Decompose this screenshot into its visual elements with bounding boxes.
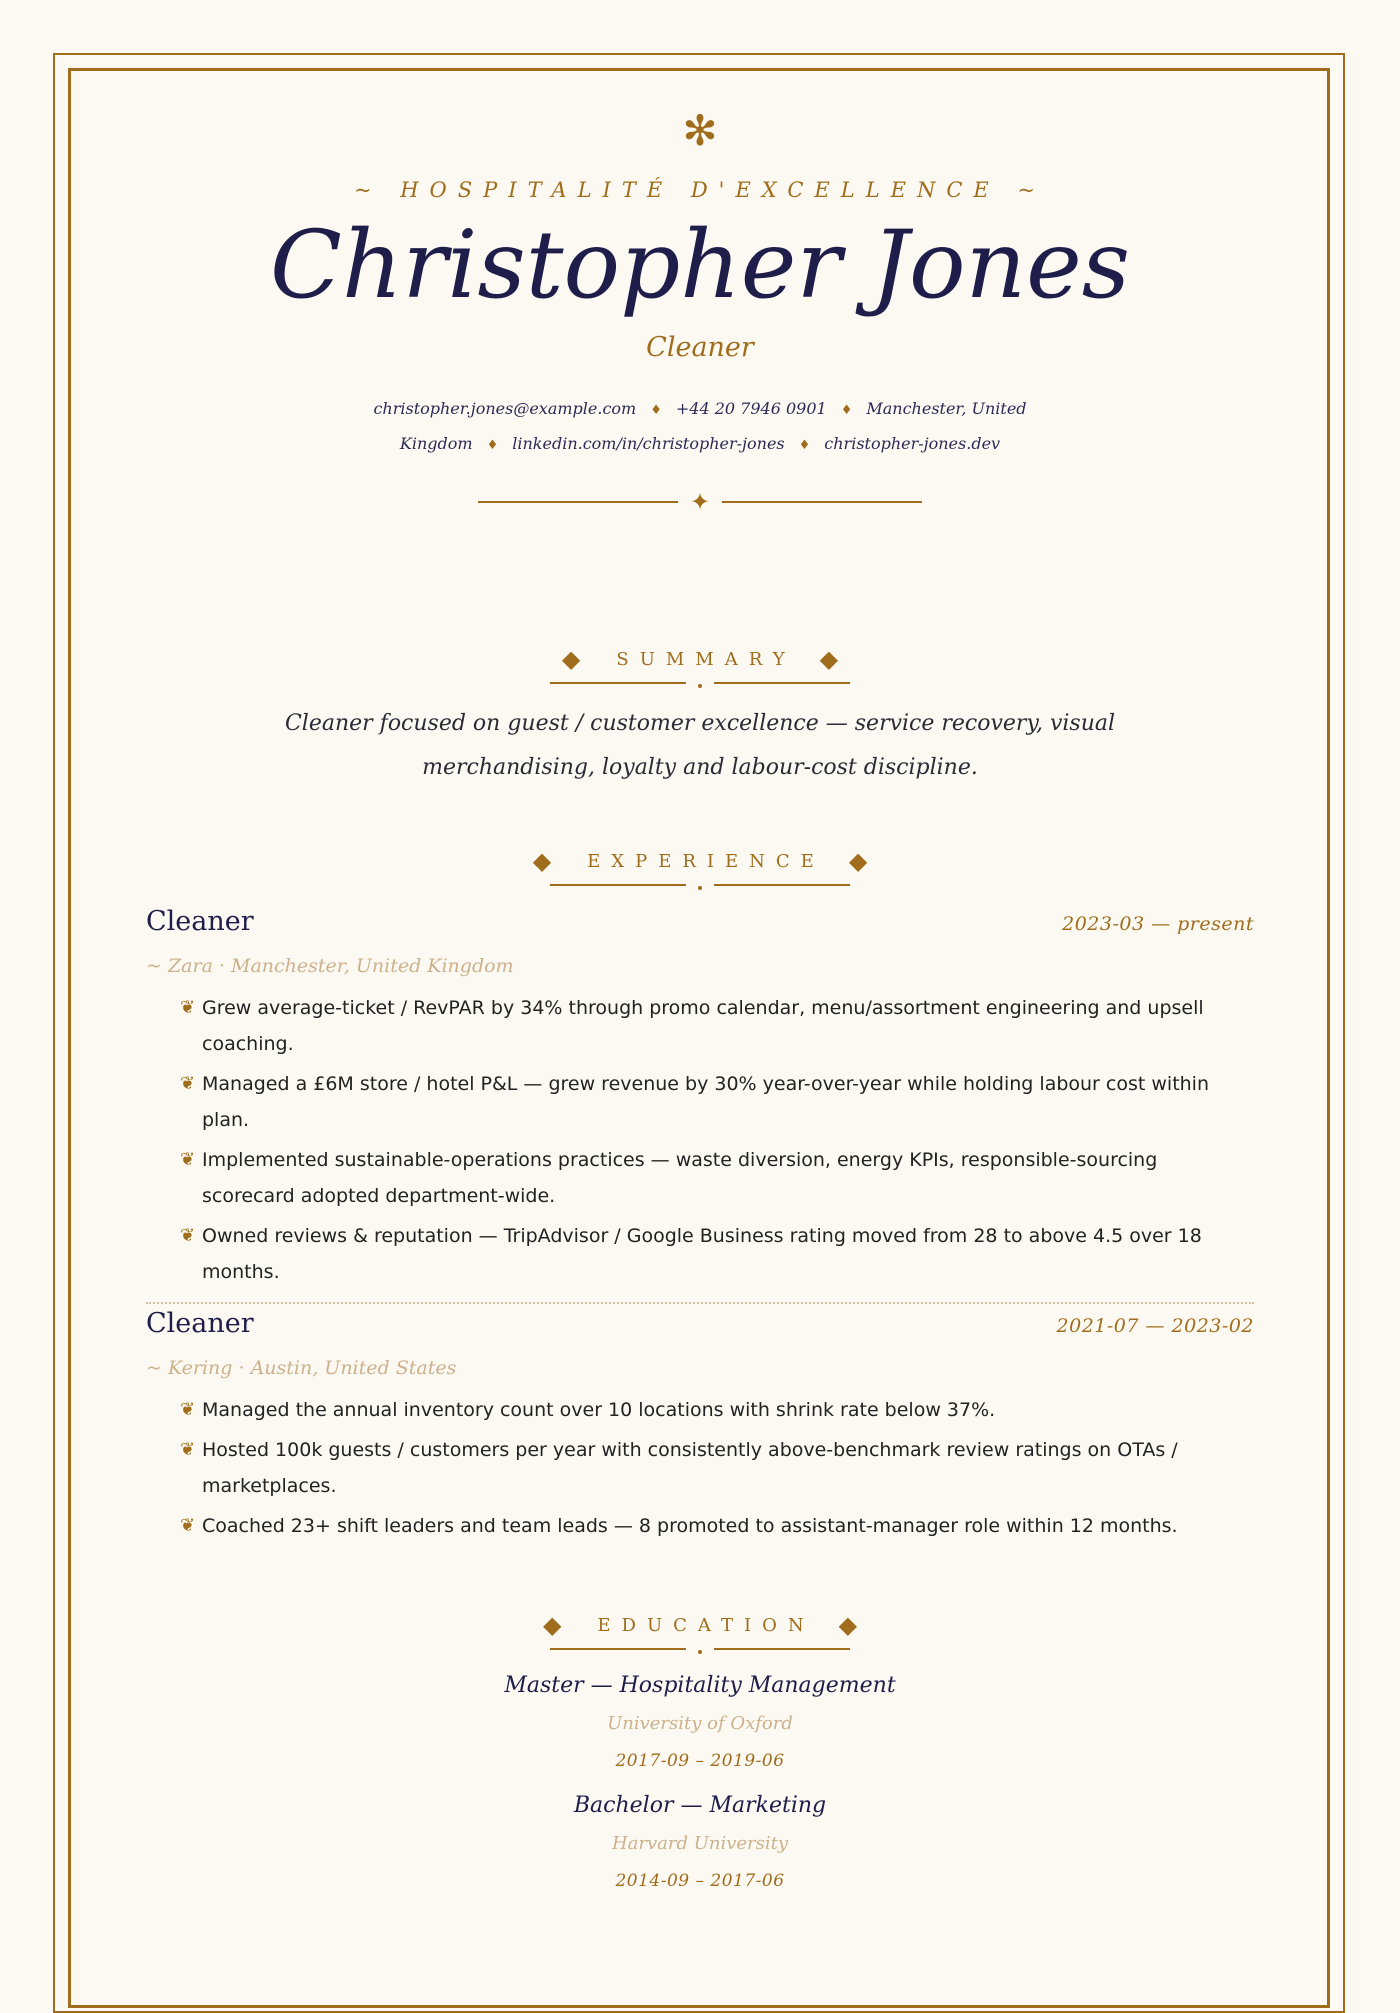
degree: Bachelor — Marketing [573, 1793, 827, 1818]
summary-section [146, 642, 1254, 790]
diamond-icon: ◆ [848, 847, 868, 875]
diamond-separator-icon: ♦ [650, 403, 662, 418]
section-heading-education [146, 1608, 1254, 1656]
education-section [146, 1608, 1254, 1900]
list-item: ❦ Managed a £6M store / hotel P&L — grew revenue by 30% year-over-year while holding labour cost within plan. [180, 1066, 1254, 1138]
job-company: ~ Zara · Manchester, United Kingdom [146, 955, 514, 977]
education-entry [146, 1786, 1254, 1900]
fleuron-bullet-icon: ❦ [180, 1515, 196, 1536]
candidate-name: Christopher Jones [270, 211, 1130, 320]
education-entry [146, 1666, 1254, 1780]
list-item: ❦ Grew average-ticket / RevPAR by 34% through promo calendar, menu/assortment engineering and upsell coaching. [180, 990, 1254, 1062]
diamond-icon: ◆ [838, 1611, 858, 1639]
diamond-icon: ◆ [532, 847, 552, 875]
diamond-separator-icon: ♦ [840, 403, 853, 418]
job-entry [146, 906, 1254, 1290]
fleuron-bullet-icon: ❦ [180, 1149, 196, 1170]
job-title: Cleaner [146, 906, 254, 937]
diamond-separator-icon: ♦ [486, 438, 499, 453]
job-dates: 2021-07 — 2023-02 [1056, 1315, 1254, 1337]
contact-line [220, 392, 1180, 462]
fleuron-bullet-icon: ❦ [180, 1225, 196, 1246]
section-title: EDUCATION [597, 1614, 815, 1636]
candidate-role: Cleaner [646, 332, 754, 363]
fleuron-bullet-icon: ❦ [180, 997, 196, 1018]
fleuron-bullet-icon: ❦ [180, 1439, 196, 1460]
job-title: Cleaner [146, 1308, 254, 1339]
summary-text: Cleaner focused on guest / customer excellence — service recovery, visual merchandising, loyalty and labour-cost discipline. [284, 711, 1116, 780]
contact-linkedin[interactable]: linkedin.com/in/christopher-jones [512, 434, 785, 453]
section-title: SUMMARY [616, 648, 796, 670]
job-entry [146, 1308, 1254, 1544]
list-item: ❦ Implemented sustainable-operations practices — waste diversion, energy KPIs, responsible-sourcing scorecard adopted department-wide. [180, 1142, 1254, 1214]
section-heading-summary [146, 642, 1254, 690]
contact-location: Manchester, United Kingdom [399, 399, 1027, 453]
header-divider [146, 490, 1254, 514]
job-separator [146, 1302, 1254, 1304]
education-dates: 2017-09 – 2019-06 [615, 1751, 785, 1771]
section-title: EXPERIENCE [587, 850, 825, 872]
experience-section [146, 844, 1254, 1544]
list-item: ❦ Owned reviews & reputation — TripAdvisor / Google Business rating moved from 28 to above 4.5 over 18 months. [180, 1218, 1254, 1290]
degree: Master — Hospitality Management [504, 1673, 896, 1698]
resume-page [146, 106, 1254, 1900]
education-dates: 2014-09 – 2017-06 [615, 1871, 785, 1891]
flower-icon: ✻ [682, 106, 718, 155]
contact-email[interactable]: christopher.jones@example.com [373, 399, 637, 418]
diamond-icon: ◆ [561, 645, 581, 673]
diamond-icon: ◆ [542, 1611, 562, 1639]
tagline: ~ HOSPITALITÉ D'EXCELLENCE ~ [353, 178, 1047, 202]
list-item: ❦ Coached 23+ shift leaders and team leads — 8 promoted to assistant-manager role within 12 months. [180, 1508, 1254, 1544]
diamond-separator-icon: ♦ [798, 438, 811, 453]
fleuron-bullet-icon: ❦ [180, 1073, 196, 1094]
job-dates: 2023-03 — present [1062, 913, 1254, 935]
list-item: ❦ Hosted 100k guests / customers per year with consistently above-benchmark review ratings on OTAs / marketplaces. [180, 1432, 1254, 1504]
contact-website[interactable]: christopher-jones.dev [824, 434, 1001, 453]
resume-header [146, 106, 1254, 516]
fleuron-bullet-icon: ❦ [180, 1399, 196, 1420]
contact-phone[interactable]: +44 20 7946 0901 [675, 399, 827, 418]
list-item: ❦ Managed the annual inventory count over 10 locations with shrink rate below 37%. [180, 1392, 1254, 1428]
school: Harvard University [611, 1833, 789, 1854]
job-bullets [146, 990, 1254, 1290]
school: University of Oxford [607, 1713, 793, 1734]
job-company: ~ Kering · Austin, United States [146, 1357, 457, 1379]
job-bullets [146, 1392, 1254, 1544]
diamond-icon: ◆ [819, 645, 839, 673]
sparkle-icon: ✦ [689, 488, 711, 516]
section-heading-experience [146, 844, 1254, 892]
